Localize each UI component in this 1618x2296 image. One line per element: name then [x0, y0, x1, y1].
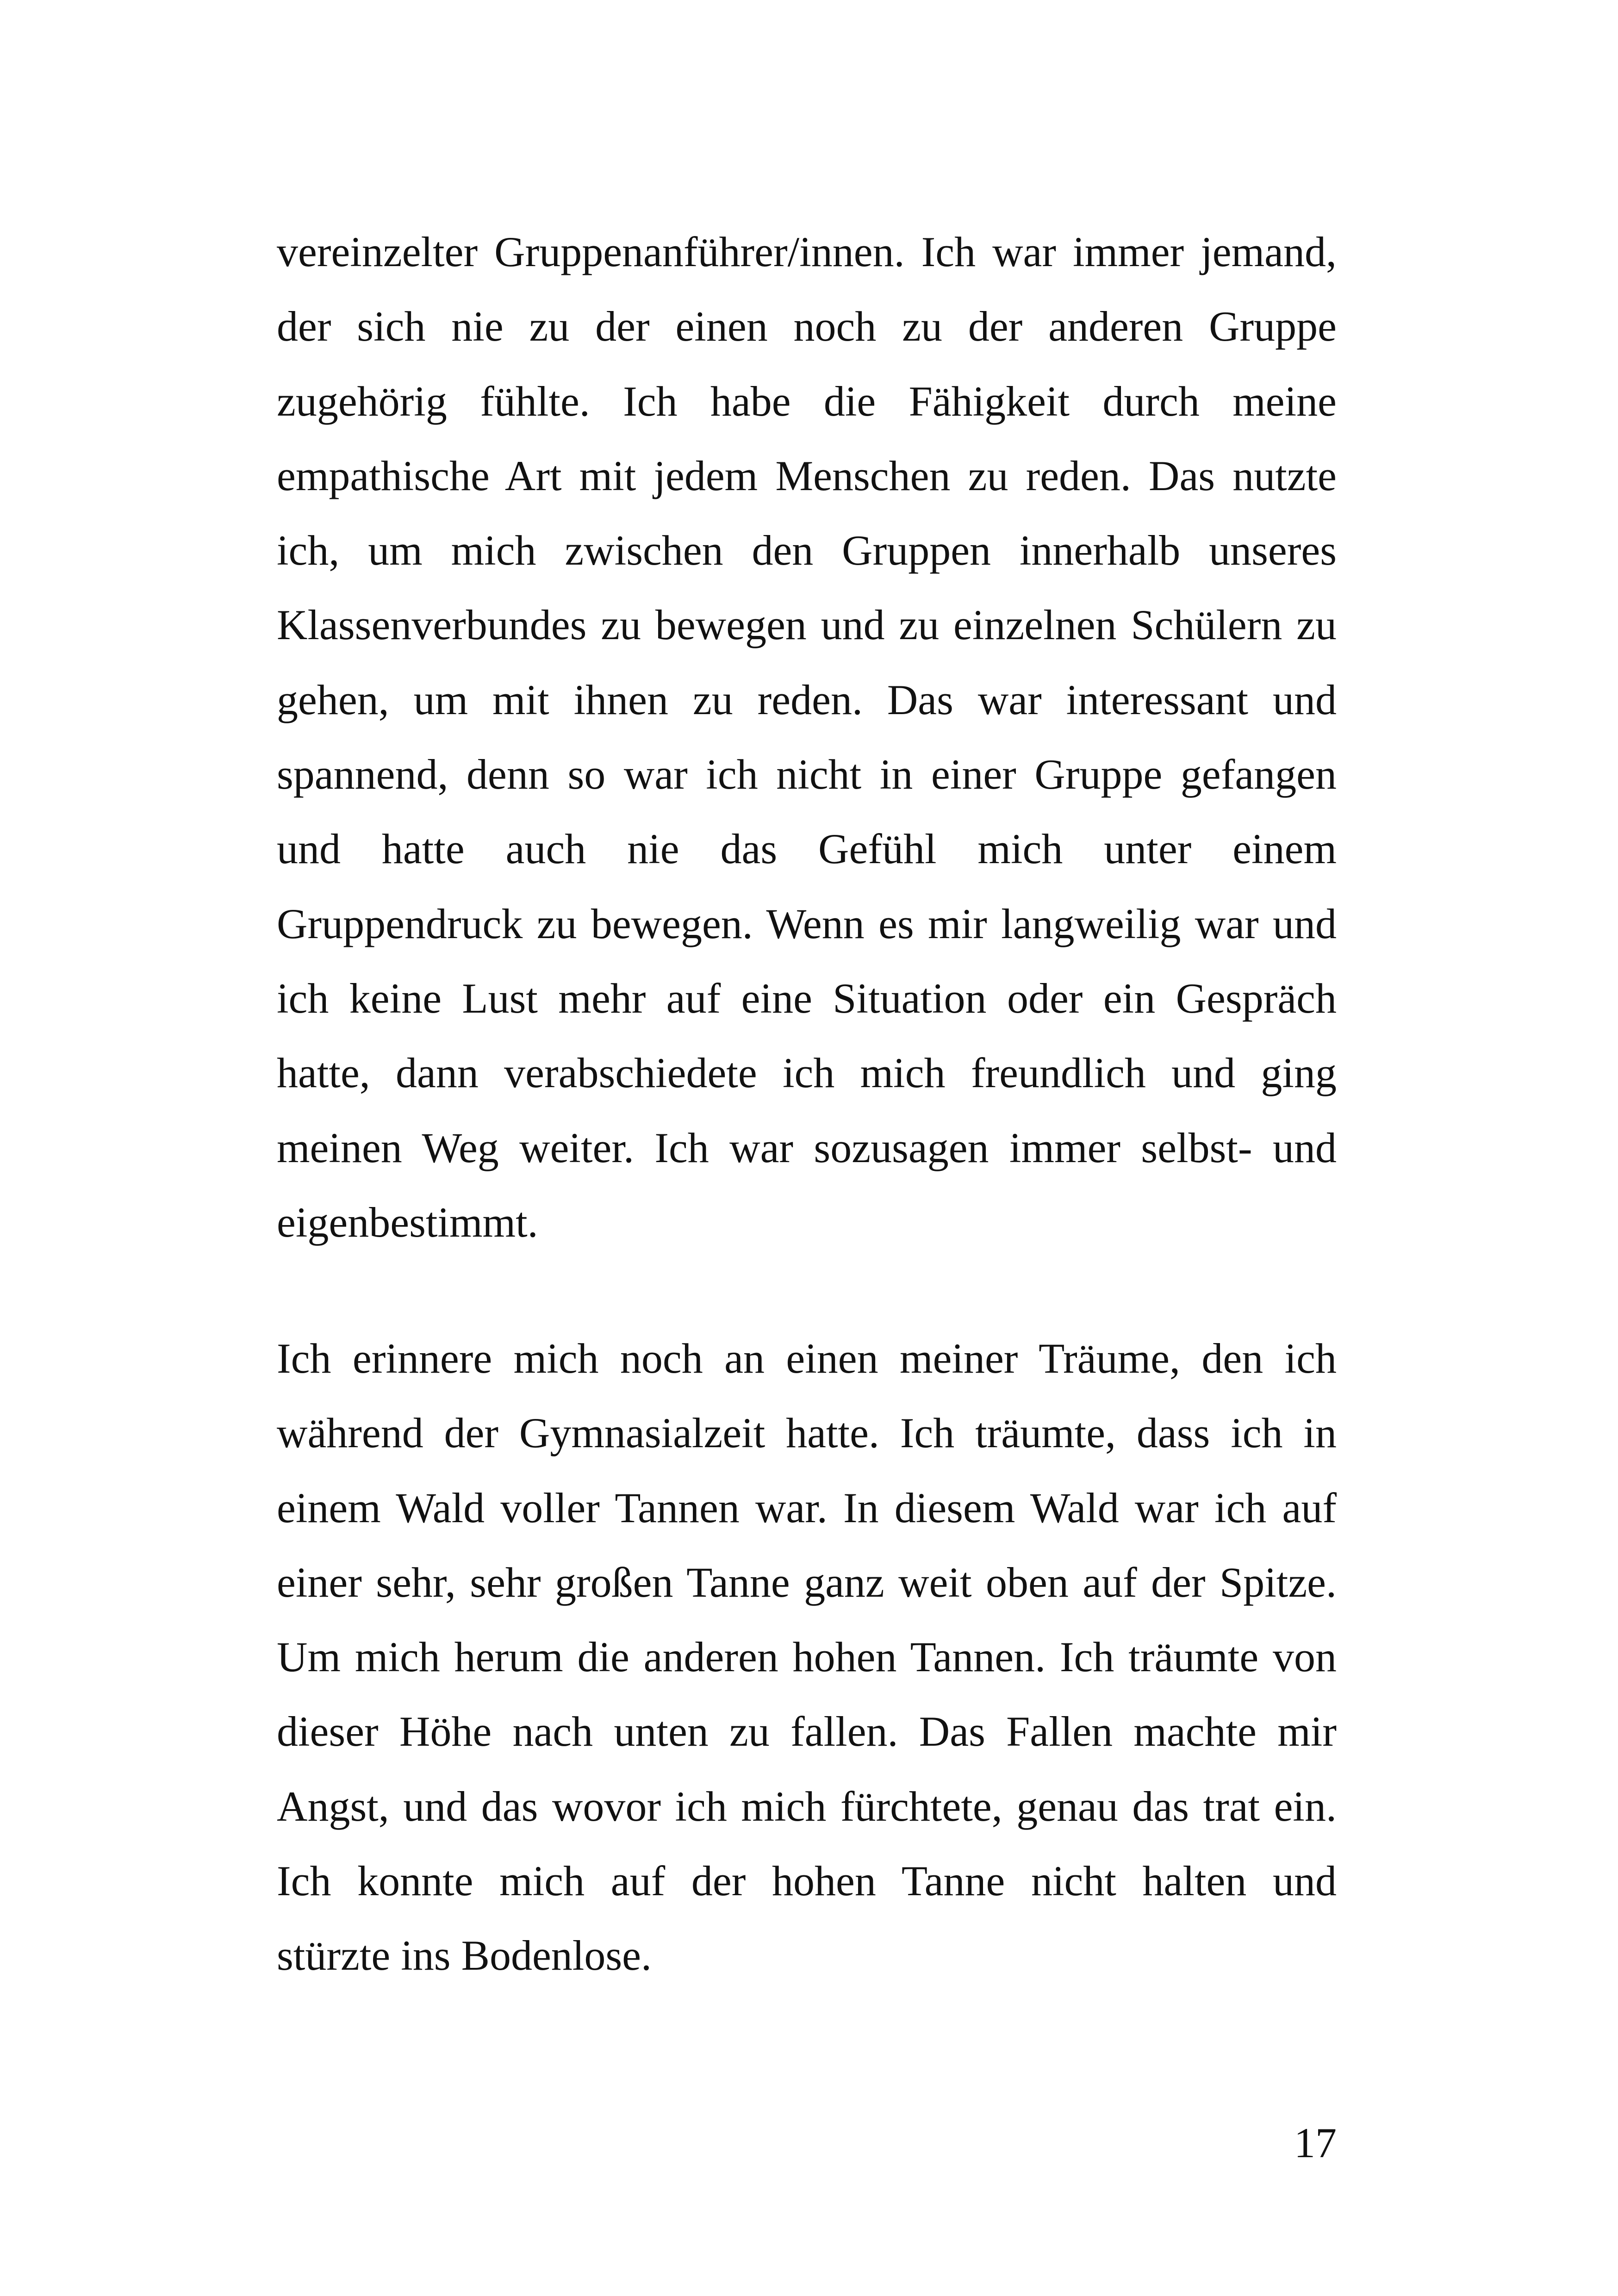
text-line: einer sehr, sehr großen Tanne ganz weit oben auf der Spitze. — [277, 1558, 1337, 1606]
text-line: stürzte ins Bodenlose. — [277, 1932, 652, 1979]
text-line: Klassenverbundes zu bewegen und zu einzelnen Schülern zu — [277, 601, 1337, 649]
paragraph-1 — [277, 215, 1337, 1260]
text-line: während der Gymnasialzeit hatte. Ich träumte, dass ich in — [277, 1409, 1337, 1457]
text-line: Angst, und das wovor ich mich fürchtete, genau das trat ein. — [277, 1782, 1337, 1830]
text-line: ich, um mich zwischen den Gruppen innerhalb unseres — [277, 527, 1337, 574]
paragraph-2 — [277, 1321, 1337, 1993]
page-number: 17 — [1294, 2119, 1337, 2166]
text-line: eigenbestimmt. — [277, 1198, 538, 1246]
text-line: und hatte auch nie das Gefühl mich unter einem — [277, 825, 1337, 873]
text-line: gehen, um mit ihnen zu reden. Das war interessant und — [277, 676, 1337, 723]
text-line: einem Wald voller Tannen war. In diesem Wald war ich auf — [277, 1484, 1337, 1531]
text-line: Ich konnte mich auf der hohen Tanne nicht halten und — [277, 1857, 1337, 1905]
text-line: spannend, denn so war ich nicht in einer Gruppe gefangen — [277, 751, 1337, 798]
text-line: der sich nie zu der einen noch zu der anderen Gruppe — [277, 303, 1337, 350]
text-line: ich keine Lust mehr auf eine Situation oder ein Gespräch — [277, 974, 1337, 1022]
text-line: Um mich herum die anderen hohen Tannen. Ich träumte von — [277, 1633, 1337, 1681]
text-line: Ich erinnere mich noch an einen meiner Träume, den ich — [277, 1335, 1337, 1382]
text-line: hatte, dann verabschiedete ich mich freundlich und ging — [277, 1049, 1337, 1097]
text-line: empathische Art mit jedem Menschen zu reden. Das nutzte — [277, 452, 1337, 499]
text-line: Gruppendruck zu bewegen. Wenn es mir langweilig war und — [277, 900, 1337, 947]
text-line: dieser Höhe nach unten zu fallen. Das Fallen machte mir — [277, 1708, 1337, 1755]
text-line: meinen Weg weiter. Ich war sozusagen immer selbst- und — [277, 1124, 1337, 1171]
text-line: vereinzelter Gruppenanführer/innen. Ich war immer jemand, — [277, 228, 1337, 275]
text-line: zugehörig fühlte. Ich habe die Fähigkeit durch meine — [277, 377, 1337, 425]
